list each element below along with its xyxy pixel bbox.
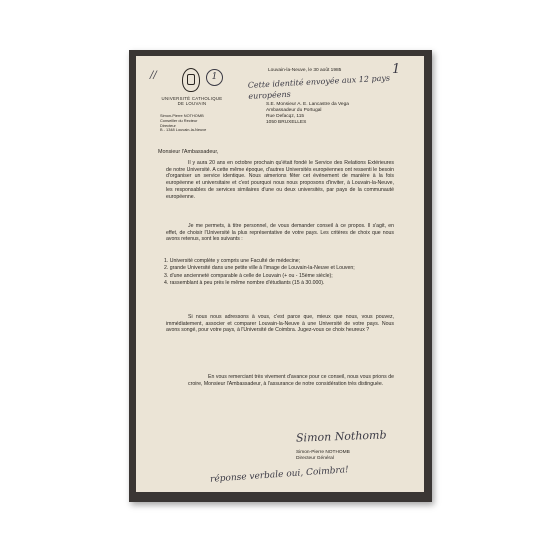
recipient-address: S.E. Monsieur A. E. Lancastre da Vega Ambassadeur du Portugal Rue Defacqz, 115 1050 BRUXELLES [266,102,349,125]
signature-scrawl: Simon Nothomb [295,428,387,445]
university-name: UNIVERSITÉ CATHOLIQUE DE LOUVAIN [161,96,223,107]
paragraph-3: Si nous nous adressons à vous, c'est parce que, mieux que nous, vous pouvez, immédiatement, associer et comparer Louvain-la-Neuve à une Université de votre pays. Nous avons songé, pour votre pays, à l'Université de Coimbra. Jugez-vous ce choix heureux ? [166,314,394,334]
margin-mark: // [150,70,157,81]
date-line: Louvain-la-Neuve, le 30 août 1985 [268,68,342,73]
closing-paragraph: En vous remerciant très vivement d'avance pour ce conseil, nous vous prions de croire, Monsieur l'Ambassadeur, à l'assurance de notre considération très distinguée. [188,374,394,387]
signatory-name: Simon-Pierre NOTHOMB [296,450,350,455]
list-item: 3. d'une ancienneté comparable à celle de Louvain (+ ou - 15ème siècle); [164,272,333,279]
salutation: Monsieur l'Ambassadeur, [158,149,219,155]
handwritten-note-bottom: réponse verbale oui, Coimbra! [209,465,350,485]
sender-block: Simon-Pierre NOTHOMB Conseiller du Recteur Directeur B - 1348 Louvain-la-Neuve [160,113,207,133]
list-item: 2. grande Université dans une petite ville à l'image de Louvain-la-Neuve et Louven; [164,265,355,272]
list-item: 4. rassemblant à peu près le même nombre d'étudiants (15 à 30.000). [164,279,325,286]
signatory-title: Directeur Général [296,456,334,461]
letter-sheet [136,56,424,492]
paragraph-1: Il y aura 20 ans en octobre prochain qu'était fondé le Service des Relations Extérieures de notre Université. A cette même époque, d'autres Universités européennes ont ressenti le besoin d'organiser un service identique. Nous aimerions fêter cet événement de manière à la fois européenne et universitaire et c'est pourquoi nous nous proposons d'inviter, à Louvain-la-Neuve, les responsables de services similaires d'une ou deux universités, par pays de la communauté européenne. [166,160,394,200]
top-right-number: 1 [392,62,401,77]
list-item: 1. Université complète y compris une Faculté de médecine; [164,258,301,264]
handwritten-note-top: Cette identité envoyée aux 12 pays européens [247,73,391,101]
university-seal-icon [182,68,200,92]
paragraph-2: Je me permets, à titre personnel, de vous demander conseil à ce propos. Il s'agit, en effet, de choisir l'Université la plus représentative de votre pays. Les critères de choix que nous avons retenus, sont les suivants : [166,223,394,243]
circled-page-number: 1 [206,69,223,86]
criteria-list [164,258,394,287]
